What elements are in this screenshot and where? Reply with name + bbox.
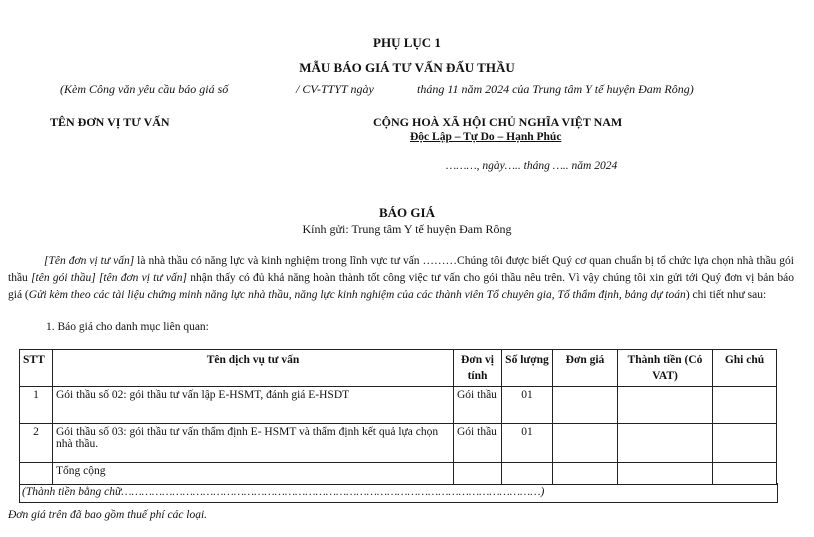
nation-heading: CỘNG HOÀ XÃ HỘI CHỦ NGHĨA VIỆT NAM bbox=[373, 115, 623, 129]
table-row bbox=[20, 387, 777, 424]
col-header-price: Đơn giá bbox=[553, 350, 618, 387]
row-qty: 01 bbox=[502, 424, 553, 463]
total-stt bbox=[20, 463, 53, 485]
col-header-unit: Đơn vị tính bbox=[454, 350, 502, 387]
package-placeholder: [tên gói thầu] bbox=[31, 272, 96, 284]
date-line: ………, ngày….. tháng ….. năm 2024 bbox=[446, 160, 618, 172]
intro-text-a: là nhà thầu có năng lực và kinh nghiệm trong lĩnh vực tư vấn ………Chúng tôi được biết Quý cơ quan chuẩn bị tổ chức lựa chọn nhà thầu gói thầu bbox=[8, 255, 794, 284]
list-item-1: 1. Báo giá cho danh mục liên quan: bbox=[46, 321, 209, 333]
quote-table bbox=[19, 349, 777, 485]
table-header-row bbox=[20, 350, 777, 387]
row-note bbox=[713, 387, 777, 424]
row-unit: Gói thầu bbox=[454, 424, 502, 463]
row-service-name: Gói thầu số 03: gói thầu tư vấn thẩm định E- HSMT và thẩm định kết quả lựa chọn nhà thầu. bbox=[53, 424, 454, 463]
total-note bbox=[713, 463, 777, 485]
row-service-name: Gói thầu số 02: gói thầu tư vấn lập E-HSMT, đánh giá E-HSDT bbox=[53, 387, 454, 424]
amount-in-words: (Thành tiền bằng chữ……………………………………………………………………………………………………………) bbox=[19, 483, 778, 503]
quote-title: BÁO GIÁ bbox=[379, 205, 435, 220]
total-unit bbox=[454, 463, 502, 485]
row-qty: 01 bbox=[502, 387, 553, 424]
row-stt: 2 bbox=[20, 424, 53, 463]
col-header-stt: STT bbox=[20, 350, 53, 387]
document-title: MẪU BÁO GIÁ TƯ VẤN ĐẤU THẦU bbox=[299, 60, 515, 75]
total-amount bbox=[618, 463, 713, 485]
total-qty bbox=[502, 463, 553, 485]
row-price bbox=[553, 424, 618, 463]
col-header-service: Tên dịch vụ tư vấn bbox=[53, 350, 454, 387]
table-row bbox=[20, 424, 777, 463]
appendix-label: PHỤ LỤC 1 bbox=[373, 35, 441, 50]
row-unit: Gói thầu bbox=[454, 387, 502, 424]
consultant-unit-label: TÊN ĐƠN VỊ TƯ VẤN bbox=[50, 115, 170, 129]
col-header-total: Thành tiền (Có VAT) bbox=[618, 350, 713, 387]
unit-placeholder-2: [tên đơn vị tư vấn] bbox=[98, 272, 187, 284]
attach-note: Gửi kèm theo các tài liệu chứng minh năng lực nhà thầu, năng lực kinh nghiệm của các thành viên Tổ chuyên gia, Tổ thẩm định, bảng dự toán bbox=[28, 289, 686, 301]
intro-text-c: ) chi tiết như sau: bbox=[685, 289, 767, 301]
row-total bbox=[618, 387, 713, 424]
subtitle-part1: (Kèm Công văn yêu cầu báo giá số bbox=[60, 82, 229, 96]
motto: Độc Lập – Tự Do – Hạnh Phúc bbox=[410, 131, 562, 143]
row-note bbox=[713, 424, 777, 463]
unit-placeholder: [Tên đơn vị tư vấn] bbox=[44, 255, 135, 267]
quote-recipient: Kính gửi: Trung tâm Y tế huyện Đam Rông bbox=[302, 222, 512, 236]
col-header-qty: Số lượng bbox=[502, 350, 553, 387]
intro-text-b: nhận thấy có đủ khả năng hoàn thành tốt công việc tư vấn cho gói thầu nêu trên. Vì vậy chúng tôi xin gửi tới Quý đơn vị bản báo giá ( bbox=[8, 272, 794, 301]
row-price bbox=[553, 387, 618, 424]
subtitle-part2: / CV-TTYT ngày bbox=[296, 82, 374, 96]
total-price bbox=[553, 463, 618, 485]
row-stt: 1 bbox=[20, 387, 53, 424]
footer-note: Đơn giá trên đã bao gồm thuế phí các loại. bbox=[8, 509, 208, 521]
subtitle-part3: tháng 11 năm 2024 của Trung tâm Y tế huyện Đam Rông) bbox=[417, 82, 694, 96]
col-header-note: Ghi chú bbox=[713, 350, 777, 387]
intro-paragraph bbox=[8, 253, 794, 304]
total-label: Tổng cộng bbox=[53, 463, 454, 485]
total-row bbox=[20, 463, 777, 485]
row-total bbox=[618, 424, 713, 463]
